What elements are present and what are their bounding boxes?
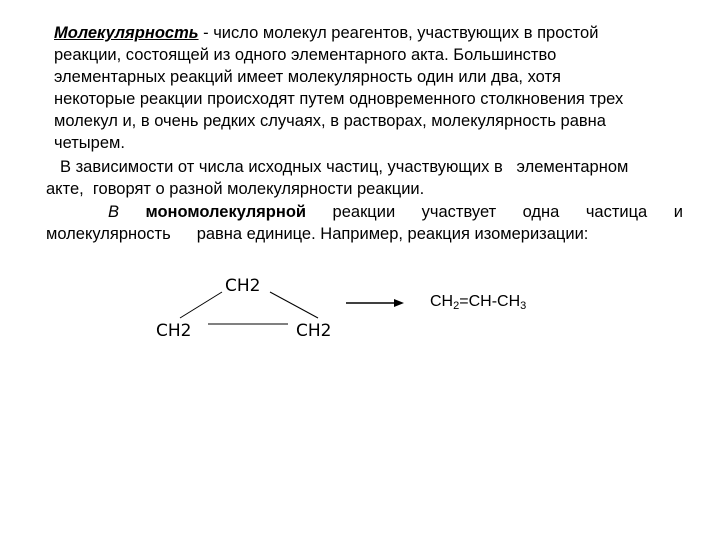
para1-line4: некоторые реакции происходят путем одновременного столкновения трех — [54, 90, 624, 108]
para3-word: частица — [585, 203, 648, 221]
product-part: CH — [430, 293, 454, 310]
para1-line1-text: - число молекул реагентов, участвующих в простой — [198, 24, 599, 42]
reactant-top: CH2 — [225, 276, 261, 296]
product-subscript: 2 — [453, 300, 460, 312]
ring-bond-right — [270, 292, 318, 318]
reactant-left: CH2 — [156, 321, 192, 341]
para3-line2-a: молекулярность — [46, 225, 171, 243]
reactant-right: CH2 — [296, 321, 332, 341]
para2-line1: В зависимости от числа исходных частиц, участвующих в элементарном — [60, 158, 629, 176]
term-molecularity: Молекулярность — [54, 24, 199, 42]
para3-word: и — [673, 203, 683, 221]
reaction-arrow-head — [394, 299, 404, 307]
para3-word: участвует — [421, 203, 497, 221]
para3-word: одна — [522, 203, 560, 221]
para1-line6: четырем. — [54, 134, 125, 152]
para1-line2: реакции, состоящей из одного элементарного акта. Большинство — [54, 46, 557, 64]
para1-line5: молекул и, в очень редких случаях, в растворах, молекулярность равна — [54, 112, 606, 130]
product-part: =CH-CH — [459, 293, 521, 310]
para3-line2-b: равна единице. Например, реакция изомеризации: — [196, 225, 589, 243]
para1-line3: элементарных реакций имеет молекулярность один или два, хотя — [54, 68, 561, 86]
term-monomolecular: мономолекулярной — [145, 203, 307, 221]
para3-word: В — [108, 203, 120, 221]
para2-line2: акте, говорят о разной молекулярности реакции. — [46, 180, 425, 198]
ring-bond-left — [180, 292, 222, 318]
product-formula — [430, 292, 526, 316]
product-subscript: 3 — [520, 300, 527, 312]
para3-word: реакции — [332, 203, 396, 221]
